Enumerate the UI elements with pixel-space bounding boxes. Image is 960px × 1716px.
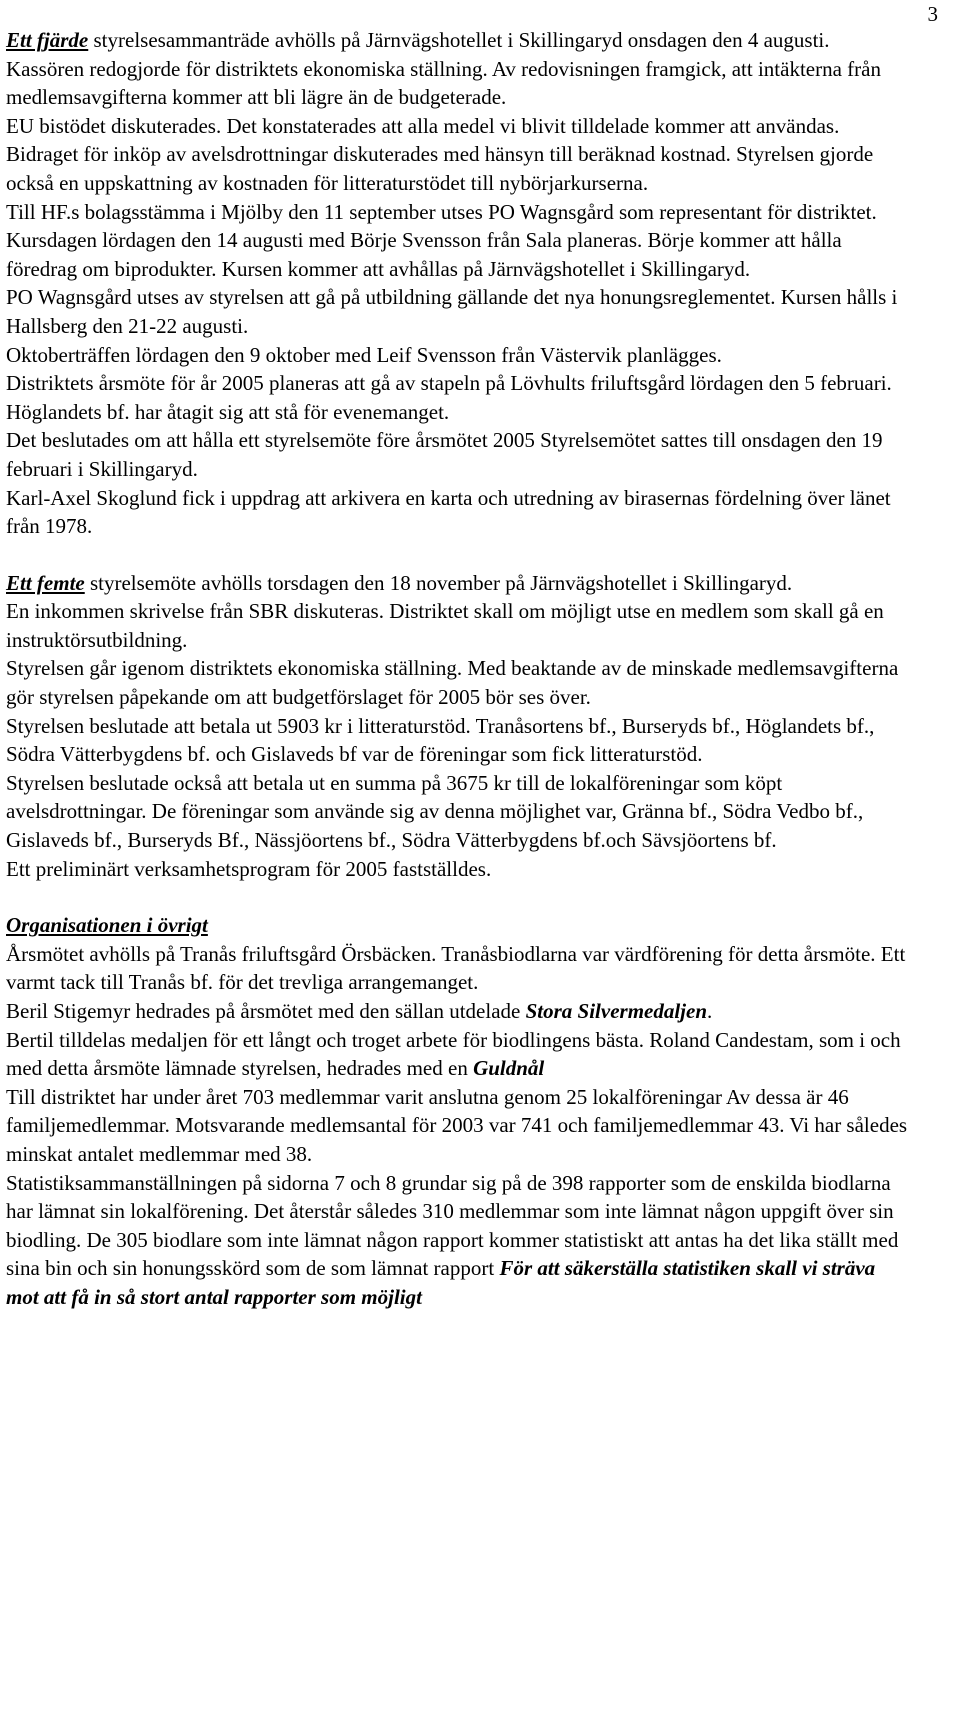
section-lead: Ett fjärde	[6, 28, 89, 52]
award-name: Guldnål	[473, 1056, 545, 1081]
paragraph	[6, 569, 911, 598]
paragraph-text: styrelsemöte avhölls torsdagen den 18 november på Järnvägshotellet i Skillingaryd.	[84, 570, 793, 595]
paragraph-text: Beril Stigemyr hedrades på årsmötet med den sällan utdelade	[6, 999, 526, 1023]
emphasis-text: För att säkerställa statistiken skall vi sträva mot att få in så stort antal rapporter som möjligt	[6, 1256, 876, 1309]
paragraph: Oktoberträffen lördagen den 9 oktober med Leif Svensson från Västervik planlägges.	[6, 342, 722, 367]
page-number: 3	[927, 2, 938, 26]
paragraph: En inkommen skrivelse från SBR diskuteras. Distriktet skall om möjligt utse en medlem som skall gå en instruktörsutbildning.	[6, 599, 884, 652]
paragraph: Distriktets årsmöte för år 2005 planeras att gå av stapeln på Lövhults friluftsgård lördagen den 5 februari. Höglandets bf. har åtagit sig att stå för evenemanget.	[6, 371, 892, 424]
paragraph: Styrelsen går igenom distriktets ekonomiska ställning. Med beaktande av de minskade medlemsavgifterna gör styrelsen påpekande om att budgetförslaget för 2005 bör ses över.	[6, 656, 899, 710]
paragraph: Styrelsen beslutade att betala ut 5903 kr i litteraturstöd. Tranåsortens bf., Burseryds bf., Höglandets bf., Södra Vätterbygdens bf. och Gislaveds bf var de föreningar som fick litteraturstöd.	[6, 713, 875, 767]
paragraph: EU bistödet diskuterades. Det konstaterades att alla medel vi blivit tilldelade kommer att användas. Bidraget för inköp av avelsdrottningar diskuterades med hänsyn till beräknad kostnad. Styrelsen gjorde också en uppskattning av kostnaden för litteraturstödet till nybörjarkurserna.	[6, 113, 874, 195]
section-fifth-board-meeting	[6, 569, 911, 884]
section-organisation	[6, 911, 911, 1311]
paragraph: PO Wagnsgård utses av styrelsen att gå på utbildning gällande det nya honungsreglementet. Kursen hålls i Hallsberg den 21-22 augusti.	[6, 285, 898, 338]
paragraph: Till distriktet har under året 703 medlemmar varit anslutna genom 25 lokalföreningar Av dessa är 46 familjemedlemmar. Motsvarande medlemsantal för 2003 var 741 och familjemedlemmar 43. Vi har således minskat antalet medlemmar med 38.	[6, 1084, 908, 1166]
paragraph: Kassören redogjorde för distriktets ekonomiska ställning. Av redovisningen framgick, att intäkterna från medlemsavgifterna kommer att bli lägre än de budgeterade.	[6, 56, 881, 110]
paragraph	[6, 1169, 911, 1312]
spacer	[6, 883, 911, 911]
document-body	[6, 26, 911, 1312]
spacer	[6, 541, 911, 569]
section-lead: Ett femte	[6, 570, 85, 595]
paragraph	[6, 997, 911, 1026]
section-heading: Organisationen i övrigt	[6, 913, 208, 938]
paragraph	[6, 1026, 911, 1083]
paragraph: Styrelsen beslutade också att betala ut en summa på 3675 kr till de lokalföreningar som köpt avelsdrottningar. De föreningar som använde sig av denna möjlighet var, Gränna bf., Södra Vedbo bf., Gislaveds bf., Burseryds Bf., Nässjöortens bf., Södra Vätterbygdens bf.och Sävsjöortens bf.	[6, 770, 864, 853]
paragraph	[6, 26, 911, 55]
paragraph: Kursdagen lördagen den 14 augusti med Börje Svensson från Sala planeras. Börje kommer att hålla föredrag om biprodukter. Kursen kommer att avhållas på Järnvägshotellet i Skillingaryd.	[6, 228, 842, 281]
paragraph-text: styrelsesammanträde avhölls på Järnvägshotellet i Skillingaryd onsdagen den 4 augusti.	[88, 28, 830, 52]
paragraph-text: .	[707, 999, 713, 1023]
paragraph-text: Bertil tilldelas medaljen för ett långt och troget arbete för biodlingens bästa. Roland Candestam, som i och med detta årsmöte lämnade styrelsen, hedrades med en	[6, 1027, 901, 1081]
paragraph-text: Statistiksammanställningen på sidorna 7 och 8 grundar sig på de 398 rapporter som de enskilda biodlarna har lämnat sin lokalförening. Det återstår således 310 medlemmar som inte lämnat någon uppgift över sin biodling. De 305 biodlare som inte lämnat någon rapport kommer statistiskt att antas ha det lika ställt med sina bin och sin honungsskörd som de som lämnat rapport	[6, 1170, 899, 1281]
award-name: Stora Silvermedaljen	[525, 999, 708, 1023]
paragraph: Till HF.s bolagsstämma i Mjölby den 11 september utses PO Wagnsgård som representant för distriktet.	[6, 199, 877, 224]
paragraph: Ett preliminärt verksamhetsprogram för 2005 fastställdes.	[6, 856, 492, 881]
paragraph: Karl-Axel Skoglund fick i uppdrag att arkivera en karta och utredning av birasernas fördelning över länet från 1978.	[6, 485, 891, 539]
paragraph: Det beslutades om att hålla ett styrelsemöte före årsmötet 2005 Styrelsemötet sattes till onsdagen den 19 februari i Skillingaryd.	[6, 428, 883, 481]
section-fourth-board-meeting	[6, 26, 911, 541]
paragraph: Årsmötet avhölls på Tranås friluftsgård Örsbäcken. Tranåsbiodlarna var värdförening för detta årsmöte. Ett varmt tack till Tranås bf. för det trevliga arrangemanget.	[6, 941, 906, 995]
